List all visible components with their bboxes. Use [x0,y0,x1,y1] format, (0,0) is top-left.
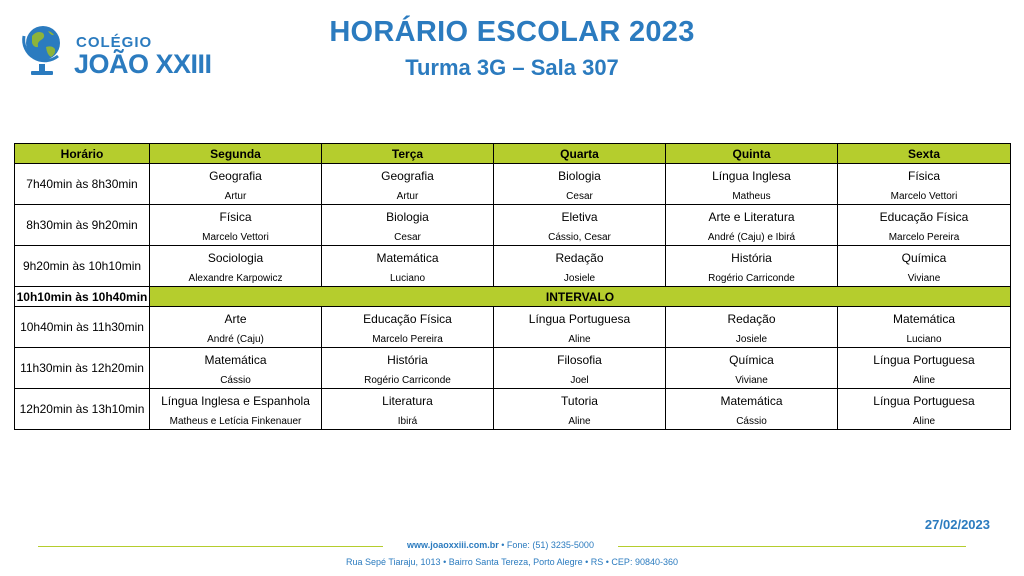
page-subtitle: Turma 3G – Sala 307 [405,55,619,80]
subject-name: Filosofia [557,353,602,367]
class-cell [666,389,838,430]
teacher-name: Marcelo Vettori [890,191,958,202]
subject-name: Arte e Literatura [708,210,795,224]
teacher-name: Matheus [732,191,771,202]
class-cell [666,246,838,287]
subject-name: Biologia [558,169,601,183]
subject-name: Arte [224,312,247,326]
subject-name: Língua Portuguesa [873,394,975,408]
school-logo [18,14,218,80]
class-cell [322,307,494,348]
teacher-name: Viviane [907,273,941,284]
subject-name: Geografia [381,169,434,183]
teacher-name: André (Caju) [207,334,264,345]
class-cell [494,164,666,205]
column-header-time: Horário [15,144,150,164]
class-cell [150,164,322,205]
subject-name: Química [729,353,774,367]
teacher-name: Alexandre Karpowicz [188,273,283,284]
subject-name: Matemática [720,394,783,408]
subject-name: Redação [727,312,776,326]
class-cell [838,246,1011,287]
logo-top-word: COLÉGIO [76,34,153,51]
column-header-monday: Segunda [150,144,322,164]
subject-name: Educação Física [363,312,452,326]
phone-number: • Fone: (51) 3235-5000 [501,540,594,550]
class-cell [150,389,322,430]
globe-icon [18,14,72,80]
teacher-name: Marcelo Vettori [202,232,269,243]
class-cell [494,389,666,430]
teacher-name: Aline [912,375,936,386]
subject-name: Matemática [376,251,439,265]
class-cell [494,205,666,246]
teacher-name: Cesar [394,232,421,243]
column-header-wednesday: Quarta [494,144,666,164]
table-row [15,348,1011,389]
subject-name: Biologia [386,210,429,224]
teacher-name: Rogério Carriconde [364,375,451,386]
class-cell [322,246,494,287]
time-slot: 12h20min às 13h10min [15,389,150,430]
break-label: INTERVALO [150,287,1011,307]
teacher-name: Viviane [735,375,768,386]
document-date: 27/02/2023 [924,517,990,532]
teacher-name: Aline [912,416,936,427]
class-cell [322,164,494,205]
teacher-name: Artur [396,191,419,202]
class-cell [322,205,494,246]
subject-name: Física [907,169,940,183]
website-link[interactable]: www.joaoxxiii.com.br [407,540,499,550]
table-row [15,164,1011,205]
subject-name: Física [219,210,252,224]
break-time: 10h10min às 10h40min [15,287,150,307]
teacher-name: Aline [568,334,591,345]
teacher-name: Artur [224,191,247,202]
time-slot: 10h40min às 11h30min [15,307,150,348]
header-row [15,144,1011,164]
subject-name: Educação Física [879,210,969,224]
teacher-name: Cássio [736,416,767,427]
subject-name: Redação [555,251,604,265]
logo-main-word: JOÃO XXIII [74,49,212,79]
class-cell [322,348,494,389]
teacher-name: Joel [570,375,589,386]
subject-name: Língua Portuguesa [873,353,975,367]
time-slot: 9h20min às 10h10min [15,246,150,287]
subject-name: História [731,251,772,265]
class-cell [838,164,1011,205]
subject-name: Literatura [382,394,433,408]
class-cell [494,246,666,287]
subject-name: Eletiva [561,210,598,224]
subject-name: Química [901,251,947,265]
teacher-name: Cássio [220,375,251,386]
page-title: HORÁRIO ESCOLAR 2023 [329,16,695,48]
subject-name: Tutoria [561,394,598,408]
table-row [15,307,1011,348]
teacher-name: Marcelo Pereira [372,334,443,345]
class-cell [494,307,666,348]
table-row [15,205,1011,246]
time-slot: 8h30min às 9h20min [15,205,150,246]
class-cell [666,205,838,246]
class-cell [150,348,322,389]
footer-contact [383,540,618,550]
subject-name: Geografia [209,169,262,183]
teacher-name: Cesar [566,191,593,202]
time-slot: 7h40min às 8h30min [15,164,150,205]
teacher-name: Josiele [563,273,596,284]
subject-name: Língua Portuguesa [528,312,631,326]
teacher-name: Marcelo Pereira [888,232,960,243]
class-cell [666,307,838,348]
class-cell [666,164,838,205]
teacher-name: Cássio, Cesar [548,232,611,243]
subject-name: Língua Inglesa [712,169,791,183]
teacher-name: Ibirá [397,416,418,427]
class-cell [150,205,322,246]
class-cell [838,348,1011,389]
class-cell [494,348,666,389]
teacher-name: Aline [568,416,591,427]
class-cell [322,389,494,430]
footer-divider-right [618,546,966,547]
teacher-name: André (Caju) e Ibirá [707,232,796,243]
subject-name: Matemática [204,353,267,367]
class-cell [150,307,322,348]
class-cell [838,389,1011,430]
footer-address: Rua Sepé Tiaraju, 1013 • Bairro Santa Tereza, Porto Alegre • RS • CEP: 90840-360 [346,557,678,567]
column-header-tuesday: Terça [322,144,494,164]
teacher-name: Luciano [906,334,942,345]
teacher-name: Josiele [735,334,768,345]
break-row [15,287,1011,307]
class-cell [666,348,838,389]
teacher-name: Rogério Carriconde [708,273,795,284]
teacher-name: Matheus e Letícia Finkenauer [169,416,302,427]
class-cell [838,205,1011,246]
class-cell [150,246,322,287]
footer-divider-left [38,546,383,547]
class-cell [838,307,1011,348]
schedule-table [14,143,1011,430]
column-header-friday: Sexta [838,144,1011,164]
table-row [15,389,1011,430]
subject-name: Matemática [892,312,956,326]
table-row [15,246,1011,287]
subject-name: Sociologia [207,251,264,265]
time-slot: 11h30min às 12h20min [15,348,150,389]
subject-name: Língua Inglesa e Espanhola [161,394,310,408]
column-header-thursday: Quinta [666,144,838,164]
teacher-name: Luciano [389,273,426,284]
subject-name: História [387,353,428,367]
